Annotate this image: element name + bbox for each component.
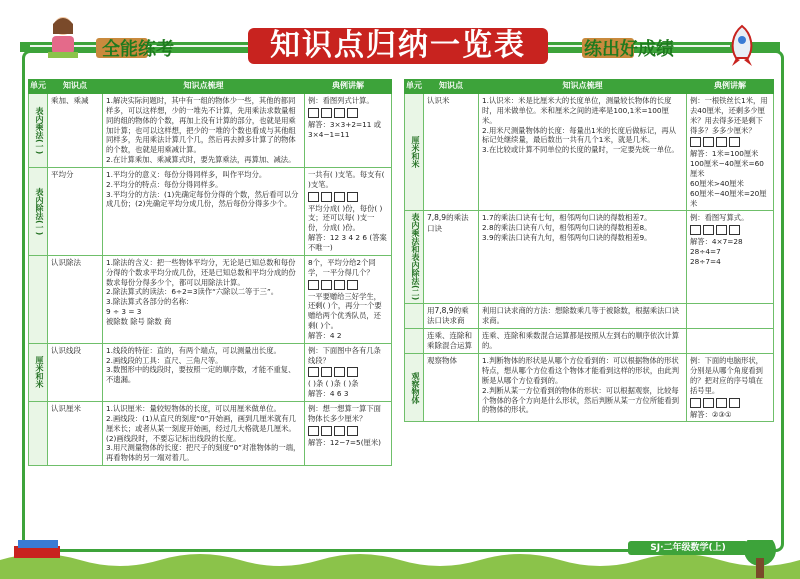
answer-box: [729, 225, 740, 235]
table-row: [405, 329, 774, 354]
page-title: 知识点归纳一览表: [248, 28, 548, 64]
summary-cell: [479, 94, 687, 211]
right-table-body: [405, 94, 774, 422]
answer-box: [321, 426, 332, 436]
answer-box: [321, 192, 332, 202]
footer-label: SJ·二年级数学(上): [628, 541, 748, 555]
col-example: 典例讲解: [687, 80, 774, 94]
unit-cell: 表内除法(一): [29, 167, 48, 255]
example-line: 一共有( )支笔。每支有( )支笔。: [308, 169, 385, 189]
answer-box: [729, 137, 740, 147]
summary-line: 9 ÷ 3 = 3: [106, 307, 142, 317]
table-row: [29, 94, 392, 168]
example-line: 解答：3×3+2=11 或3×4−1=11: [308, 119, 382, 139]
example-line: ( )条 ( )条 ( )条: [308, 379, 359, 389]
answer-box: [347, 280, 358, 290]
knowledge-point-cell: 用7,8,9的乘法口诀求商: [424, 303, 479, 328]
answer-box: [716, 137, 727, 147]
right-slogan: 练出好成绩: [584, 39, 674, 60]
example-line: 解答：12−7=5(厘米): [308, 437, 381, 447]
summary-line: 连乘、连除和乘数混合运算都是按照从左到右的顺序依次计算的。: [482, 331, 680, 350]
answer-box: [703, 137, 714, 147]
summary-line: 2.平均分的特点：每份分得同样多。: [106, 179, 223, 189]
example-line: 60厘米−40厘米=20厘米: [690, 188, 767, 208]
knowledge-point-cell: 7,8,9的乘法口诀: [424, 211, 479, 303]
girl-reading-icon: [38, 12, 88, 62]
summary-line: 1.解决实际问题时，其中有一组的物体少一些，其他的都同样多，可以这样想，少的一堆先不计算，先用乘法求数量相同的组的物体的个数，再加上没有计算的部分，也就是用乘加计算；也可以这样想，把少的一堆的个数也看成与其他组同样多，先用乘法计算几个几，然后再去掉多计算了的物体的个数，也就是用乘减计算。: [106, 96, 296, 155]
answer-box: [308, 426, 319, 436]
col-point: 知识点: [48, 80, 103, 94]
answer-box: [334, 108, 345, 118]
summary-cell: [103, 167, 305, 255]
table-row: [405, 211, 774, 303]
table-row: [29, 255, 392, 343]
left-knowledge-table: [28, 79, 392, 466]
answer-box: [729, 398, 740, 408]
answer-boxes: [308, 192, 388, 202]
answer-box: [716, 225, 727, 235]
answer-box: [334, 367, 345, 377]
col-summary: 知识点梳理: [103, 80, 305, 94]
answer-box: [308, 280, 319, 290]
answer-box: [334, 280, 345, 290]
example-line: 解答：12 3 4 2 6 (答案不唯一): [308, 233, 387, 252]
summary-line: 1.线段的特征：直的，有两个端点，可以测量出长度。: [106, 345, 281, 355]
example-line: 解答：4 2: [308, 330, 342, 340]
knowledge-point-cell: 认识除法: [48, 255, 103, 343]
summary-line: 3.9的乘法口诀有九句，相邻两句口诀的得数相差9。: [482, 233, 652, 243]
example-line: 28÷7=4: [690, 256, 721, 266]
table-row: [29, 167, 392, 255]
example-line: 例：看图写算式。: [690, 213, 749, 223]
summary-line: 1.7的乘法口诀有七句，相邻两句口诀的得数相差7。: [482, 213, 652, 223]
answer-boxes: [690, 225, 770, 235]
summary-cell: [479, 329, 687, 354]
summary-line: 2.除法算式的读法：6÷2=3读作“六除以二等于三”。: [106, 287, 279, 297]
example-line: 例：看图列式计算。: [308, 96, 374, 105]
example-cell: [305, 343, 392, 401]
answer-box: [321, 280, 332, 290]
answer-box: [703, 398, 714, 408]
answer-box: [703, 225, 714, 235]
example-cell: [305, 255, 392, 343]
example-cell: [305, 167, 392, 255]
example-cell: [687, 329, 774, 354]
left-table-body: [29, 94, 392, 466]
unit-cell: 厘米和米: [405, 94, 424, 211]
col-summary: 知识点梳理: [479, 80, 687, 94]
answer-box: [308, 108, 319, 118]
example-cell: [687, 303, 774, 328]
answer-boxes: [308, 426, 388, 436]
answer-box: [690, 137, 701, 147]
unit-cell: 观察物体: [405, 354, 424, 422]
answer-box: [690, 225, 701, 235]
summary-line: 2.判断从某一方位看到的物体的形状：可以根据观察，比较每个物体的各个方向是什么形状，然后判断从某一方位所能看到的物体的形状。: [482, 385, 680, 415]
summary-line: 3.平均分的方法：(1)先确定每份分得的个数，然后看可以分成几份；(2)先确定平均分成几份，然后每份分得多少个。: [106, 189, 299, 209]
example-cell: [687, 94, 774, 211]
knowledge-point-cell: 认识米: [424, 94, 479, 211]
unit-cell: 表内乘法和表内除法(二): [405, 211, 424, 303]
summary-line: 1.认识米：米是比厘米大的长度单位，测量较长物体的长度时，用米做单位。米和厘米之间的进率是100,1米=100厘米。: [482, 96, 672, 125]
summary-line: 1.除法的含义：把一些物体平均分，无论是已知总数和每份分得的个数求平均分成几份，还是已知总数和平均分成的份数求每份分得多少个，都可以用除法计算。: [106, 257, 296, 287]
summary-cell: [479, 211, 687, 303]
summary-line: 2.在计算乘加、乘减算式时，要先算乘法，再算加、减法。: [106, 155, 296, 165]
left-slogan: 全能练考: [102, 39, 174, 60]
answer-box: [347, 426, 358, 436]
col-point: 知识点: [424, 80, 479, 94]
knowledge-point-cell: 认识厘米: [48, 402, 103, 466]
summary-line: 3.除法算式各部分的名称：: [106, 297, 194, 307]
summary-line: 1.平均分的意义：每份分得同样多，叫作平均分。: [106, 169, 267, 179]
example-line: 例：下面的电脑形状，分别是从哪个角度看到的？把对应的序号填在括号里。: [690, 356, 763, 395]
answer-box: [334, 426, 345, 436]
summary-cell: [103, 402, 305, 466]
answer-box: [321, 108, 332, 118]
summary-line: 2.用米尺测量物体的长度：每量出1米的长度后做标记，再从标记处继续量，最后数出一共有几个1米，就是几米。: [482, 125, 677, 145]
summary-cell: [103, 343, 305, 401]
col-unit: 单元: [405, 80, 424, 94]
answer-box: [347, 108, 358, 118]
summary-line: 3.用尺测量物体的长度：把尺子的刻度“0”对准物体的一端，再看物体的另一端对着几。: [106, 443, 301, 463]
example-line: 28÷4=7: [690, 247, 721, 257]
summary-cell: [479, 303, 687, 328]
table-row: [29, 343, 392, 401]
example-line: 例：一根铁丝长1米，用去40厘米，还剩多少厘米？用去得多还是剩下得多？多多少厘米？: [690, 96, 768, 135]
knowledge-point-cell: 认识线段: [48, 343, 103, 401]
table-row: [405, 94, 774, 211]
answer-box: [334, 192, 345, 202]
example-cell: [305, 402, 392, 466]
answer-box: [321, 367, 332, 377]
example-line: 60厘米>40厘米: [690, 178, 744, 188]
summary-line: 2.画线段的工具：直尺、三角尺等。: [106, 355, 223, 365]
table-row: [405, 303, 774, 328]
unit-cell: 表内乘法(一): [29, 94, 48, 168]
summary-line: 2.画线段：(1)从直尺的刻度“0”开始画，画到几厘米就有几厘米长；或者从某一刻度开始画，经过几大格就是几厘米。(2)画线段时，不要忘记标出线段的长度。: [106, 413, 297, 443]
example-line: 解答：4 6 3: [308, 389, 349, 399]
col-example: 典例讲解: [305, 80, 392, 94]
answer-box: [716, 398, 727, 408]
answer-boxes: [308, 280, 388, 290]
unit-cell: [29, 255, 48, 343]
summary-line: 利用口诀求商的方法：想除数乘几等于被除数，根据乘法口诀求商。: [482, 305, 680, 325]
table-row: [405, 354, 774, 422]
right-knowledge-table: [404, 79, 774, 422]
answer-boxes: [690, 137, 770, 147]
example-line: 解答：4×7=28: [690, 237, 743, 247]
answer-boxes: [690, 398, 770, 408]
summary-cell: [103, 255, 305, 343]
summary-cell: [479, 354, 687, 422]
example-cell: [687, 211, 774, 303]
summary-line: 3.在比较或计算不同单位的长度的量时，一定要先统一单位。: [482, 145, 679, 155]
example-line: 8个，平均分给2个同学，一平分得几个？: [308, 257, 376, 277]
summary-line: 3.数图形中的线段时，要按照一定的顺序数，才能不重复、不遗漏。: [106, 365, 296, 385]
example-line: 100厘米−40厘米=60厘米: [690, 159, 764, 179]
answer-boxes: [308, 108, 388, 118]
unit-cell: [29, 402, 48, 466]
answer-box: [347, 367, 358, 377]
unit-cell: 厘米和米: [29, 343, 48, 401]
summary-cell: [103, 94, 305, 168]
answer-boxes: [308, 367, 388, 377]
answer-box: [690, 398, 701, 408]
example-line: 例：下面图中各有几条线段？: [308, 345, 381, 365]
example-line: 例：想一想算一算下面物体长多少厘米？: [308, 404, 381, 423]
summary-line: 2.8的乘法口诀有八句，相邻两句口诀的得数相差8。: [482, 223, 652, 233]
unit-cell: [405, 303, 424, 328]
summary-line: 被除数 除号 除数 商: [106, 316, 172, 326]
example-line: 平均分成( )份，每份( )支；还可以每( )支一份，分成( )份。: [308, 203, 383, 233]
answer-box: [308, 367, 319, 377]
answer-box: [347, 192, 358, 202]
example-line: 解答：②③①: [690, 409, 732, 419]
knowledge-point-cell: 乘加、乘减: [48, 94, 103, 168]
knowledge-point-cell: 连乘、连除和乘除混合运算: [424, 329, 479, 354]
example-line: 一平要赠给三好学生，还剩( )个，再分一个要赠给两个优秀队员，还剩( )个。: [308, 291, 382, 331]
example-cell: [305, 94, 392, 168]
example-line: 解答：1米=100厘米: [690, 149, 759, 159]
knowledge-point-cell: 观察物体: [424, 354, 479, 422]
unit-cell: [405, 329, 424, 354]
summary-line: 1.认识厘米：量较短物体的长度，可以用厘米做单位。: [106, 404, 281, 414]
answer-box: [308, 192, 319, 202]
col-unit: 单元: [29, 80, 48, 94]
example-cell: [687, 354, 774, 422]
rocket-icon: [718, 22, 766, 70]
summary-line: 1.判断物体的形状是从哪个方位看到的：可以根据物体的形状特点，想从哪个方位看这个物体才能看到这样的形状，由此判断是从哪个方位看到的。: [482, 356, 680, 385]
table-row: [29, 402, 392, 466]
knowledge-point-cell: 平均分: [48, 167, 103, 255]
